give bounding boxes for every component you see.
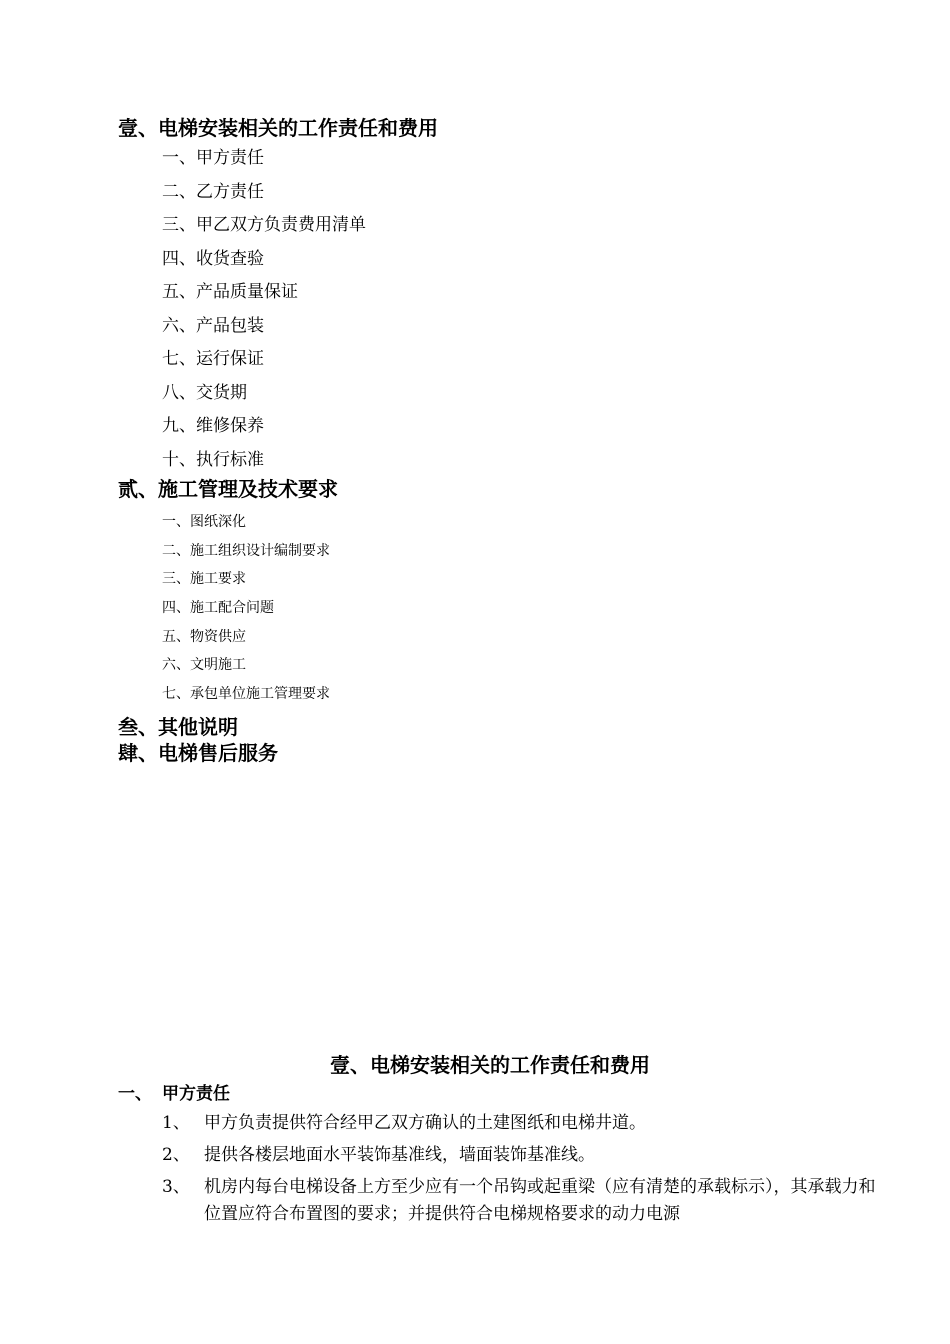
- toc-item: 五、产品质量保证: [162, 282, 298, 302]
- clause-number: 3、: [162, 1177, 190, 1197]
- toc-item: 二、施工组织设计编制要求: [162, 543, 330, 559]
- toc-item: 六、文明施工: [162, 657, 246, 673]
- clause-number: 1、: [162, 1113, 190, 1133]
- toc-part3-title: 叁、其他说明: [118, 715, 238, 739]
- toc-item: 一、图纸深化: [162, 514, 246, 530]
- clause-3: [162, 1174, 882, 1228]
- subheading-number: 一、: [118, 1084, 152, 1104]
- clause-number: 2、: [162, 1145, 190, 1165]
- toc-item: 六、产品包装: [162, 316, 264, 336]
- clause-text: 提供各楼层地面水平装饰基准线，墙面装饰基准线。: [204, 1145, 595, 1165]
- subheading-text: 甲方责任: [162, 1084, 230, 1104]
- toc-item: 四、施工配合问题: [162, 600, 274, 616]
- toc-part2-title: 贰、施工管理及技术要求: [118, 477, 338, 501]
- toc-item: 十、执行标准: [162, 450, 264, 470]
- toc-item: 四、收货查验: [162, 249, 264, 269]
- toc-item: 三、甲乙双方负责费用清单: [162, 215, 366, 235]
- toc-item: 二、乙方责任: [162, 182, 264, 202]
- clause-2: [162, 1142, 882, 1169]
- clause-text: 机房内每台电梯设备上方至少应有一个吊钩或起重梁（应有清楚的承载标示），其承载力和位置应符合布置图的要求；并提供符合电梯规格要求的动力电源: [204, 1177, 876, 1224]
- clause-1: [162, 1110, 882, 1137]
- toc-part1-title: 壹、电梯安装相关的工作责任和费用: [118, 116, 438, 140]
- section-title: 壹、电梯安装相关的工作责任和费用: [330, 1053, 650, 1077]
- toc-item: 一、甲方责任: [162, 148, 264, 168]
- toc-item: 九、维修保养: [162, 416, 264, 436]
- toc-item: 五、物资供应: [162, 629, 246, 645]
- section-subheading: [118, 1083, 230, 1105]
- toc-item: 八、交货期: [162, 383, 247, 403]
- toc-item: 七、承包单位施工管理要求: [162, 686, 330, 702]
- toc-item: 三、施工要求: [162, 571, 246, 587]
- toc-item: 七、运行保证: [162, 349, 264, 369]
- clause-text: 甲方负责提供符合经甲乙双方确认的土建图纸和电梯井道。: [204, 1113, 646, 1133]
- toc-part4-title: 肆、电梯售后服务: [118, 741, 278, 765]
